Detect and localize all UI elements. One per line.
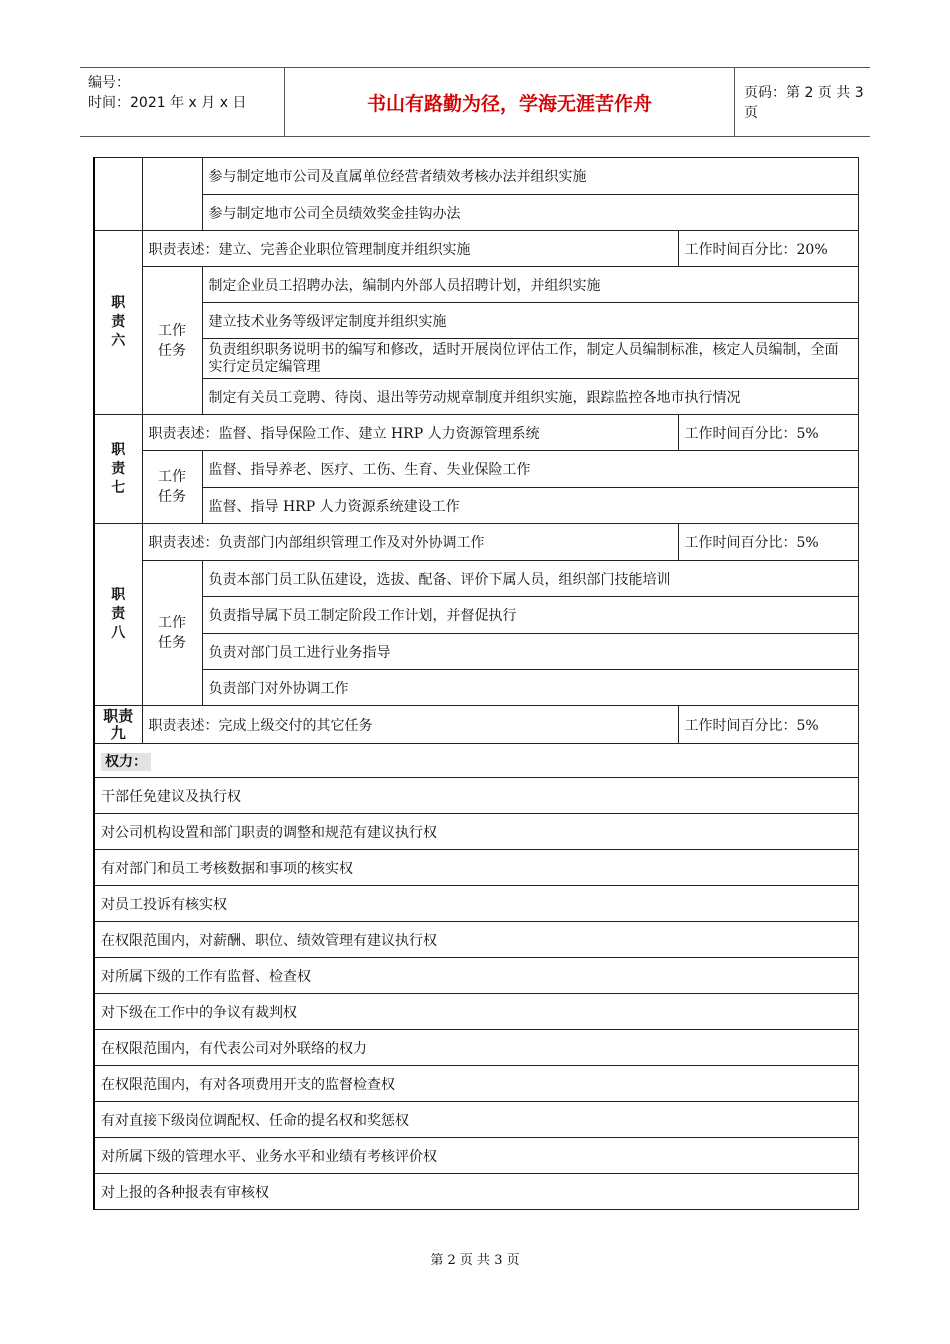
number-label: 编号： [88,75,130,91]
date-label: 时间：2021 年 x 月 x 日 [88,95,247,111]
table-row [94,339,858,379]
power-item: 在权限范围内，有代表公司对外联络的权力 [94,1030,858,1066]
duty8-task-label: 工作任务 [142,561,202,706]
power-item: 干部任免建议及执行权 [94,778,858,814]
table-row [94,634,858,670]
power-item: 对所属下级的工作有监督、检查权 [94,958,858,994]
table-row [94,231,858,267]
power-item: 对上报的各种报表有审核权 [94,1174,858,1210]
power-item: 对员工投诉有核实权 [94,886,858,922]
power-item: 对公司机构设置和部门职责的调整和规范有建议执行权 [94,814,858,850]
duty9-time-percentage: 工作时间百分比：5% [678,706,858,744]
page-footer: 第 2 页 共 3 页 [430,1253,520,1268]
table-row [94,561,858,597]
power-item: 在权限范围内，对薪酬、职位、绩效管理有建议执行权 [94,922,858,958]
power-item: 有对部门和员工考核数据和事项的核实权 [94,850,858,886]
table-row [94,597,858,634]
task-cell: 制定有关员工竞聘、待岗、退出等劳动规章制度并组织实施，跟踪监控各地市执行情况 [202,379,858,415]
duty6-task-label: 工作任务 [142,267,202,415]
table-row [94,524,858,561]
duty7-task-label: 工作任务 [142,451,202,524]
duty9-description: 职责表述：完成上级交付的其它任务 [142,706,678,744]
table-row [94,415,858,451]
powers-heading: 权力： [94,744,858,778]
table-row [94,158,858,195]
page-header [80,67,870,137]
task-cell: 监督、指导 HRP 人力资源系统建设工作 [202,488,858,524]
power-item: 对所属下级的管理水平、业务水平和业绩有考核评价权 [94,1138,858,1174]
task-cell: 负责对部门员工进行业务指导 [202,634,858,670]
task-cell: 监督、指导养老、医疗、工伤、生育、失业保险工作 [202,451,858,488]
duty8-label: 职责八 [94,524,142,706]
prev-duty-label-cell [94,158,142,231]
table-row [94,488,858,524]
header-page-number: 页码：第 2 页 共 3 页 [744,85,864,121]
duty8-time-percentage: 工作时间百分比：5% [678,524,858,561]
power-item: 有对直接下级岗位调配权、任命的提名权和奖惩权 [94,1102,858,1138]
duty7-label: 职责七 [94,415,142,524]
task-cell: 参与制定地市公司及直属单位经营者绩效考核办法并组织实施 [202,158,858,195]
duty6-label: 职责六 [94,231,142,415]
table-row [94,303,858,339]
power-item: 对下级在工作中的争议有裁判权 [94,994,858,1030]
table-row [94,744,858,778]
task-cell: 负责组织职务说明书的编写和修改，适时开展岗位评估工作，制定人员编制标准，核定人员编制，全面实行定员定编管理 [202,339,858,379]
duty8-description: 职责表述：负责部门内部组织管理工作及对外协调工作 [142,524,678,561]
table-row [94,267,858,303]
task-cell: 负责部门对外协调工作 [202,670,858,706]
duty-table [93,157,859,1210]
duty9-label: 职责九 [94,706,142,744]
task-cell: 建立技术业务等级评定制度并组织实施 [202,303,858,339]
task-cell: 制定企业员工招聘办法，编制内外部人员招聘计划，并组织实施 [202,267,858,303]
table-row [94,706,858,744]
task-cell: 参与制定地市公司全员绩效奖金挂钩办法 [202,195,858,231]
duty6-time-percentage: 工作时间百分比：20% [678,231,858,267]
table-row [94,451,858,488]
prev-duty-sub-cell [142,158,202,231]
duty7-time-percentage: 工作时间百分比：5% [678,415,858,451]
header-meta [80,68,284,136]
table-row [94,670,858,706]
task-cell: 负责指导属下员工制定阶段工作计划，并督促执行 [202,597,858,634]
table-row [94,195,858,231]
table-row [94,379,858,415]
duty7-description: 职责表述：监督、指导保险工作、建立 HRP 人力资源管理系统 [142,415,678,451]
header-motto: 书山有路勤为径，学海无涯苦作舟 [284,68,735,136]
task-cell: 负责本部门员工队伍建设，选拔、配备、评价下属人员，组织部门技能培训 [202,561,858,597]
duty6-description: 职责表述：建立、完善企业职位管理制度并组织实施 [142,231,678,267]
power-item: 在权限范围内，有对各项费用开支的监督检查权 [94,1066,858,1102]
